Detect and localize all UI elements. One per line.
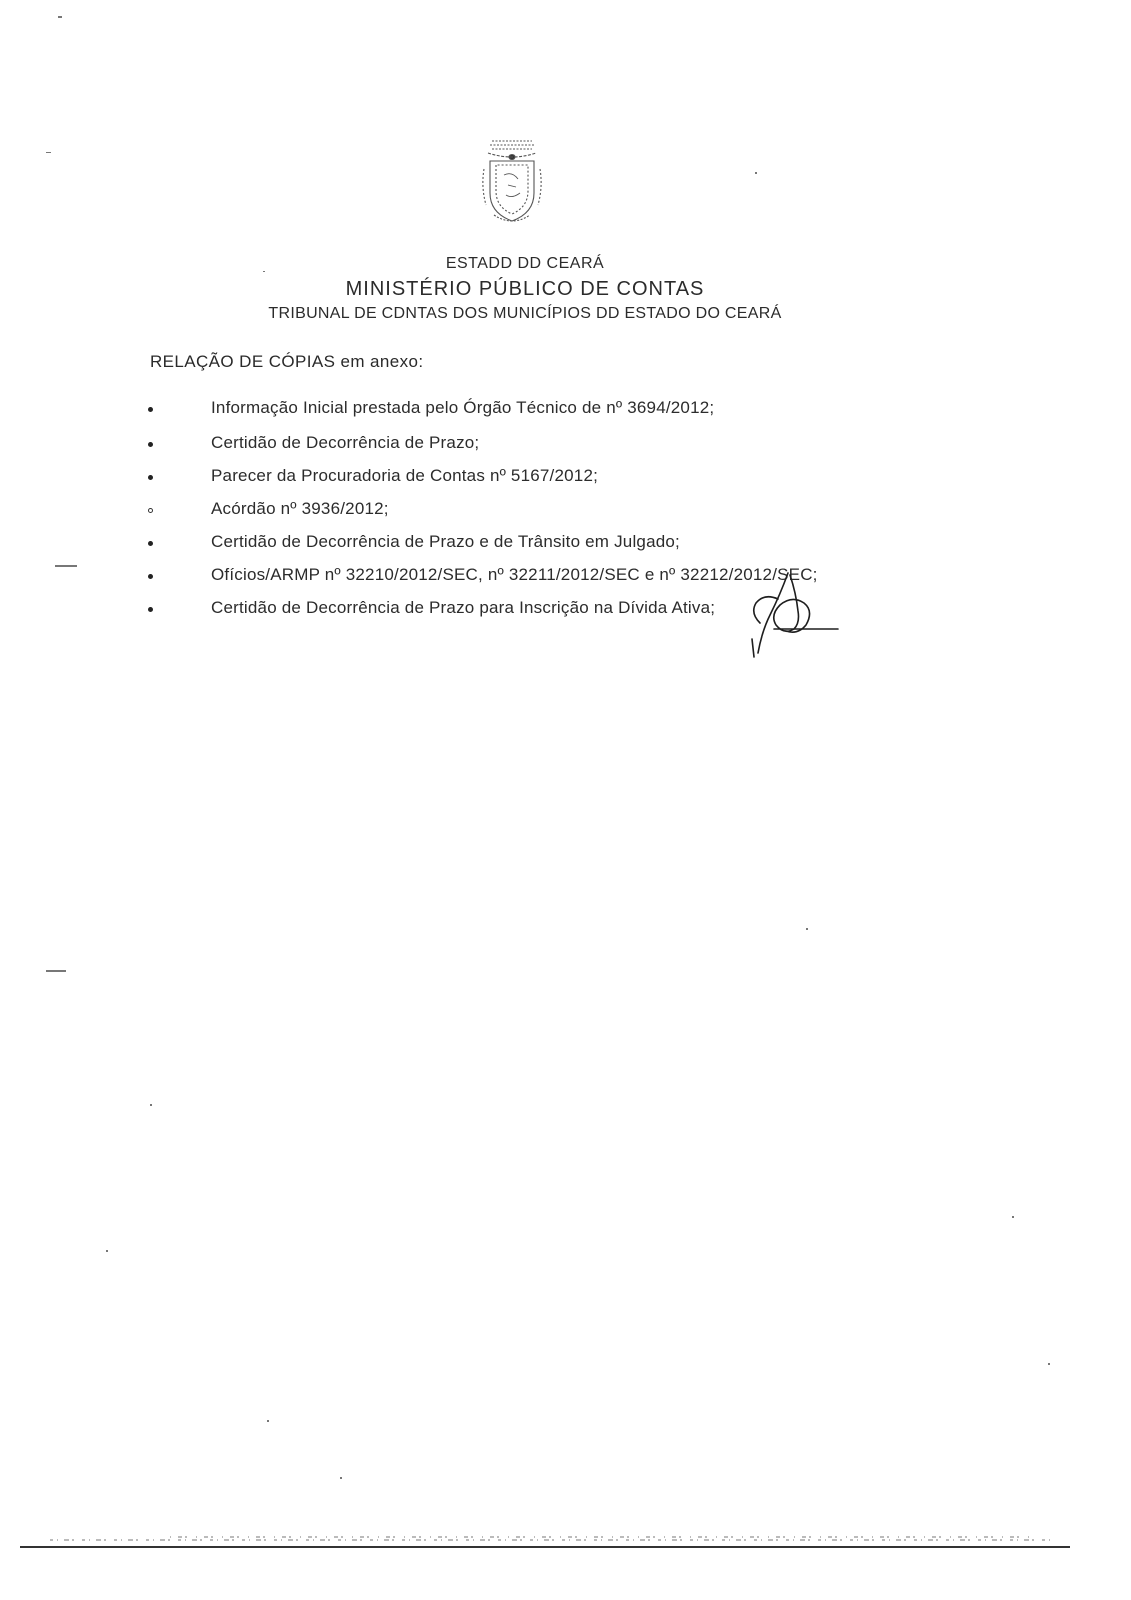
list-item [0, 565, 1000, 589]
list-item [0, 466, 1000, 490]
bullet-icon [148, 407, 153, 412]
scan-speck [58, 16, 62, 18]
list-item [0, 598, 1000, 622]
list-item-text: Certidão de Decorrência de Prazo e de Trânsito em Julgado; [211, 532, 680, 551]
page-bottom-rule [20, 1546, 1070, 1548]
bullet-icon [148, 508, 153, 513]
list-item [0, 398, 1000, 422]
scan-speck [755, 172, 757, 174]
list-item [0, 433, 1000, 457]
bullet-icon [148, 541, 153, 546]
bullet-icon [148, 607, 153, 612]
scan-speck [55, 565, 77, 567]
scan-speck [1048, 1363, 1050, 1365]
list-item-text: Parecer da Procuradoria de Contas nº 5167/2012; [211, 466, 599, 485]
list-item-text: Certidão de Decorrência de Prazo; [211, 433, 480, 452]
scan-speck [150, 1104, 152, 1106]
state-name: ESTADD DD CEARÁ [445, 255, 605, 272]
bullet-icon [148, 574, 153, 579]
ministry-name: MINISTÉRIO PÚBLICO DE CONTAS [345, 278, 705, 300]
list-item [0, 532, 1000, 556]
scan-speck [46, 152, 51, 153]
scan-speck [263, 271, 265, 272]
relation-title: RELAÇÃO DE CÓPIAS em anexo: [150, 352, 424, 371]
scan-speck [46, 970, 66, 972]
scan-speck [1012, 1216, 1014, 1218]
tribunal-name: TRIBUNAL DE CDNTAS DOS MUNICÍPIOS DD ESTADO DO CEARÁ [268, 305, 782, 322]
bullet-icon [148, 442, 153, 447]
scan-speck [340, 1477, 342, 1479]
list-item-text: Acórdão nº 3936/2012; [211, 499, 389, 518]
bullet-icon [148, 475, 153, 480]
scan-speck [267, 1420, 269, 1422]
scan-noise [50, 1535, 1050, 1543]
scan-speck [106, 1250, 108, 1252]
list-item-text: Ofícios/ARMP nº 32210/2012/SEC, nº 32211/2012/SEC e nº 32212/2012/SEC; [211, 565, 818, 584]
coat-of-arms-icon [478, 135, 546, 225]
list-item-text: Informação Inicial prestada pelo Órgão Técnico de nº 3694/2012; [211, 398, 715, 417]
list-item [0, 499, 1000, 523]
scan-speck [806, 928, 808, 930]
signature-icon [740, 565, 840, 665]
list-item-text: Certidão de Decorrência de Prazo para Inscrição na Dívida Ativa; [211, 598, 716, 617]
